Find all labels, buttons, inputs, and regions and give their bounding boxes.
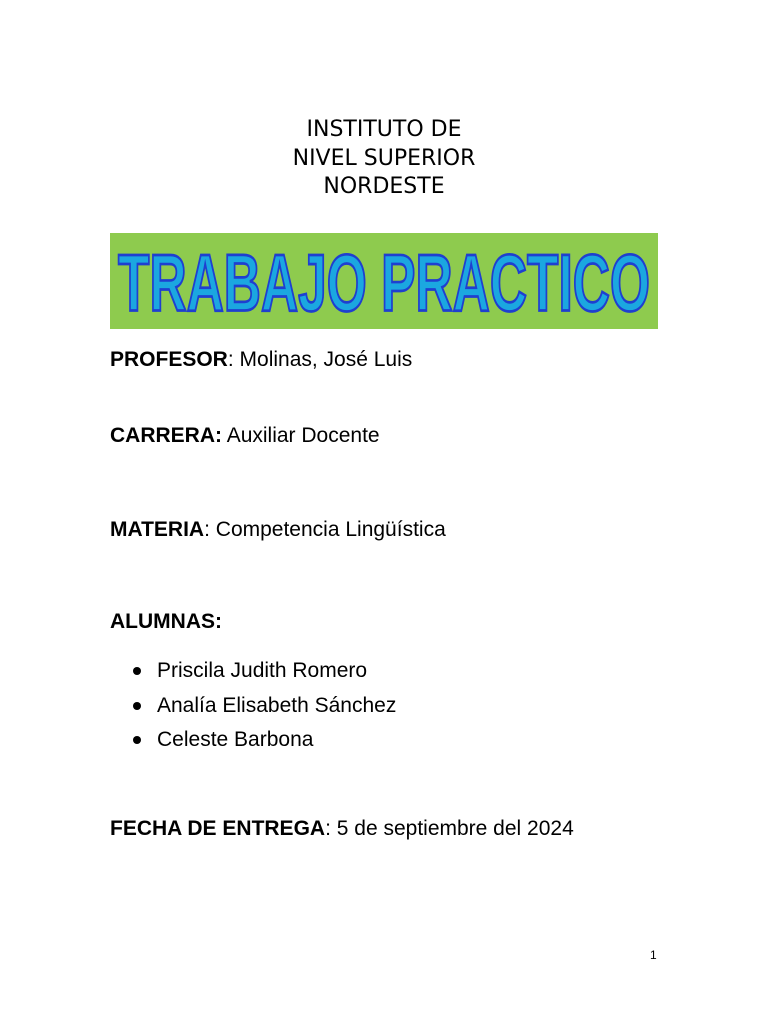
student-list [110, 654, 396, 758]
bullet-icon [133, 736, 141, 744]
materia-separator: : [204, 518, 216, 541]
bullet-icon [133, 667, 141, 675]
fecha-entrega-separator: : [325, 817, 337, 840]
institute-line: NIVEL SUPERIOR [292, 145, 476, 171]
profesor-separator: : [227, 348, 240, 371]
wordart-title-text: TRABAJO PRACTICO [117, 237, 650, 329]
fecha-entrega-value: 5 de septiembre del 2024 [336, 817, 574, 840]
bullet-icon [133, 702, 141, 710]
student-name: Analía Elisabeth Sánchez [157, 693, 397, 717]
profesor-field [110, 347, 412, 373]
fecha-entrega-label: FECHA DE ENTREGA [110, 817, 326, 840]
carrera-field [110, 423, 380, 449]
title-banner [110, 233, 658, 329]
carrera-value: Auxiliar Docente [226, 424, 380, 447]
carrera-label: CARRERA: [110, 424, 222, 447]
student-item [110, 723, 396, 758]
student-name: Celeste Barbona [157, 728, 314, 751]
alumnas-field [110, 609, 222, 635]
fecha-entrega-field [110, 816, 574, 842]
student-item [110, 689, 396, 724]
materia-value: Competencia Lingüística [215, 518, 446, 541]
wordart-title [110, 233, 658, 329]
institute-line: NORDESTE [323, 174, 445, 199]
institute-name [0, 116, 768, 202]
institute-line: INSTITUTO DE [306, 117, 462, 142]
page-number: 1 [650, 948, 657, 962]
profesor-value: Molinas, José Luis [239, 348, 413, 371]
student-item [110, 654, 396, 689]
alumnas-label: ALUMNAS: [110, 610, 222, 633]
materia-field [110, 517, 446, 543]
materia-label: MATERIA [110, 518, 205, 541]
student-name: Priscila Judith Romero [157, 659, 368, 682]
profesor-label: PROFESOR [110, 348, 228, 371]
